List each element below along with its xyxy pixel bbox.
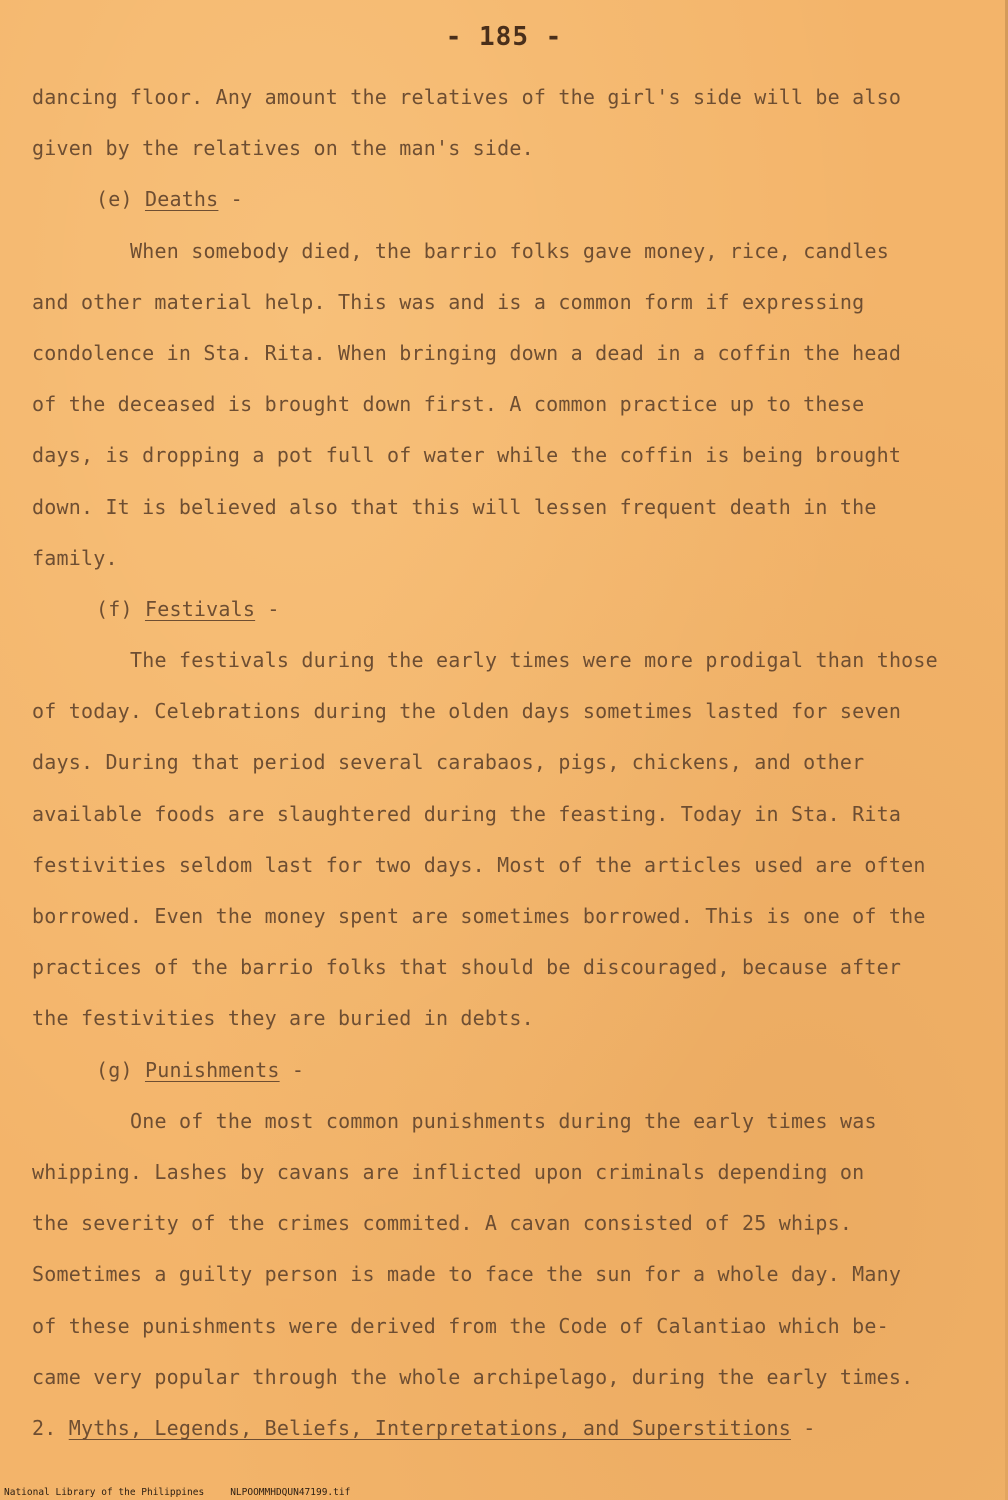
section-heading-festivals (32, 584, 982, 635)
text-line: the festivities they are buried in debts. (32, 1006, 534, 1031)
text-line: The festivals during the early times were more prodigal than those (130, 648, 938, 673)
text-line: When somebody died, the barrio folks gave money, rice, candles (130, 238, 889, 263)
text-line: given by the relatives on the man's side. (32, 136, 534, 161)
text-line: whipping. Lashes by cavans are inflicted upon criminals depending on (32, 1159, 865, 1184)
section-dash: - (255, 596, 280, 621)
text-line: came very popular through the whole archipelago, during the early times. (32, 1364, 914, 1389)
text-line: One of the most common punishments during the early times was (130, 1108, 877, 1133)
text-line: the severity of the crimes commited. A cavan consisted of 25 whips. (32, 1211, 853, 1236)
section-heading-punishments (32, 1045, 982, 1096)
page-number: - 185 - (445, 22, 563, 52)
text-line: borrowed. Even the money spent are sometimes borrowed. This is one of the (32, 904, 926, 928)
text-line: dancing floor. Any amount the relatives of the girl's side will be also (32, 85, 902, 109)
section-title: Deaths (144, 187, 219, 212)
text-line: family. (32, 545, 118, 570)
text-line: down. It is believed also that this will lessen frequent death in the (32, 494, 877, 519)
text-line: of these punishments were derived from the Code of Calantiao which be- (32, 1313, 889, 1338)
library-name: National Library of the Philippines (4, 1487, 205, 1498)
document-body (32, 72, 982, 1454)
text-line: days, is dropping a pot full of water while the coffin is being brought (32, 443, 902, 468)
scan-footer (4, 1487, 376, 1498)
section-dash: - (279, 1057, 305, 1082)
text-line: days. During that period several carabaos, pigs, chickens, and other (32, 750, 865, 775)
text-line: and other material help. This was and is a common form if expressing (32, 289, 865, 314)
section-marker: (e) (96, 187, 145, 212)
text-line: of today. Celebrations during the olden days sometimes lasted for seven (32, 699, 902, 724)
section-dash: - (790, 1415, 816, 1440)
text-line: practices of the barrio folks that should be discouraged, because after (32, 955, 902, 980)
section-heading-myths (32, 1403, 982, 1454)
section-marker: (f) (96, 596, 145, 621)
section-marker: (g) (96, 1057, 145, 1082)
text-line: available foods are slaughtered during the feasting. Today in Sta. Rita (32, 801, 902, 826)
section-title: Festivals (144, 596, 256, 621)
text-line: condolence in Sta. Rita. When bringing down a dead in a coffin the head (32, 340, 902, 365)
text-line: of the deceased is brought down first. A common practice up to these (32, 392, 865, 417)
file-id: NLPOOMMHDQUN47199.tif (230, 1487, 351, 1498)
section-heading-deaths (32, 174, 982, 225)
text-line: Sometimes a guilty person is made to face the sun for a whole day. Many (32, 1262, 902, 1287)
section-title: Myths, Legends, Beliefs, Interpretations, and Superstitions (68, 1415, 791, 1440)
text-line: festivities seldom last for two days. Most of the articles used are often (32, 852, 926, 877)
section-marker: 2. (32, 1415, 69, 1440)
section-title: Punishments (144, 1057, 280, 1082)
section-dash: - (218, 187, 243, 212)
